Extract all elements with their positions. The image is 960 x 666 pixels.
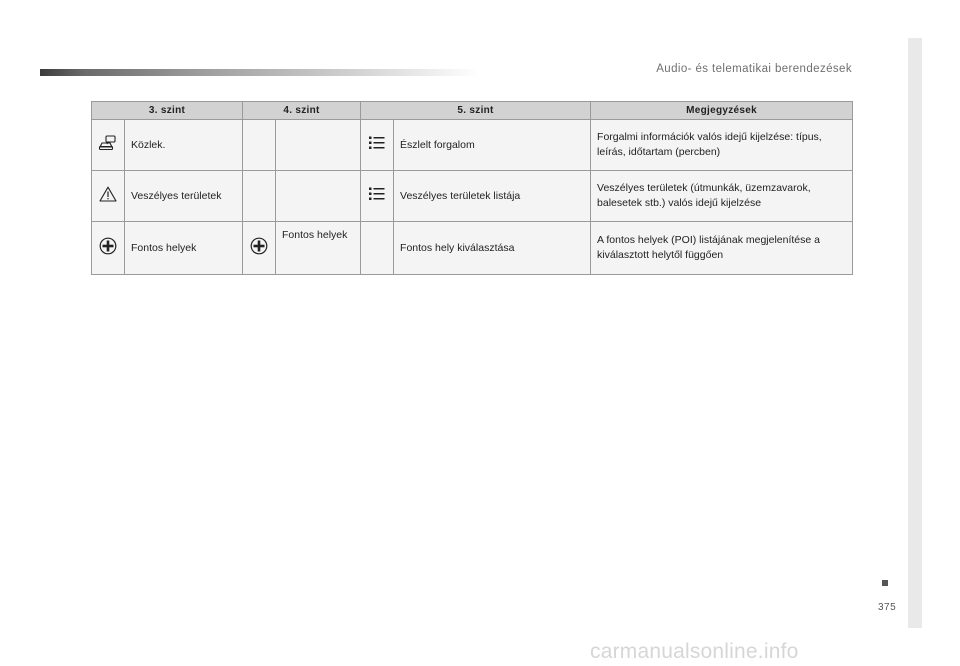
warning-triangle-icon xyxy=(99,186,117,207)
column-header-level3: 3. szint xyxy=(92,102,243,120)
level5-label: Észlelt forgalom xyxy=(394,120,591,171)
poi-plus-icon xyxy=(99,237,117,260)
list-icon xyxy=(369,187,385,206)
menu-levels-table xyxy=(91,101,853,275)
level3-label: Közlek. xyxy=(125,120,243,171)
page-side-bar xyxy=(908,38,922,628)
level5-icon-cell xyxy=(361,222,394,275)
level5-icon-cell xyxy=(361,171,394,222)
table-row xyxy=(92,120,853,171)
level4-label: Fontos helyek xyxy=(276,222,361,275)
header-gradient-rule xyxy=(40,69,480,76)
level4-icon-cell xyxy=(243,222,276,275)
car-message-icon xyxy=(98,135,118,156)
section-title: Audio- és telematikai berendezések xyxy=(656,63,852,75)
note-text: A fontos helyek (POI) listájának megjelenítése a kiválasztott helytől függően xyxy=(591,222,853,275)
level4-label xyxy=(276,171,361,222)
column-header-notes: Megjegyzések xyxy=(591,102,853,120)
poi-plus-icon xyxy=(250,237,268,260)
list-icon xyxy=(369,136,385,155)
column-header-level5: 5. szint xyxy=(361,102,591,120)
note-text: Veszélyes területek (útmunkák, üzemzavarok, balesetek stb.) valós idejű kijelzése xyxy=(591,171,853,222)
level5-label: Veszélyes területek listája xyxy=(394,171,591,222)
level3-label: Veszélyes területek xyxy=(125,171,243,222)
note-text: Forgalmi információk valós idejű kijelzése: típus, leírás, időtartam (percben) xyxy=(591,120,853,171)
page-number: 375 xyxy=(878,602,897,613)
level3-icon-cell xyxy=(92,222,125,275)
table-header-row xyxy=(92,102,853,120)
level5-icon-cell xyxy=(361,120,394,171)
column-header-level4: 4. szint xyxy=(243,102,361,120)
level3-label: Fontos helyek xyxy=(125,222,243,275)
level4-icon-cell xyxy=(243,120,276,171)
table-row xyxy=(92,222,853,275)
level5-label: Fontos hely kiválasztása xyxy=(394,222,591,275)
level3-icon-cell xyxy=(92,120,125,171)
level4-label xyxy=(276,120,361,171)
level4-icon-cell xyxy=(243,171,276,222)
table-row xyxy=(92,171,853,222)
watermark: carmanualsonline.info xyxy=(590,640,799,663)
page-marker xyxy=(882,580,888,586)
level3-icon-cell xyxy=(92,171,125,222)
